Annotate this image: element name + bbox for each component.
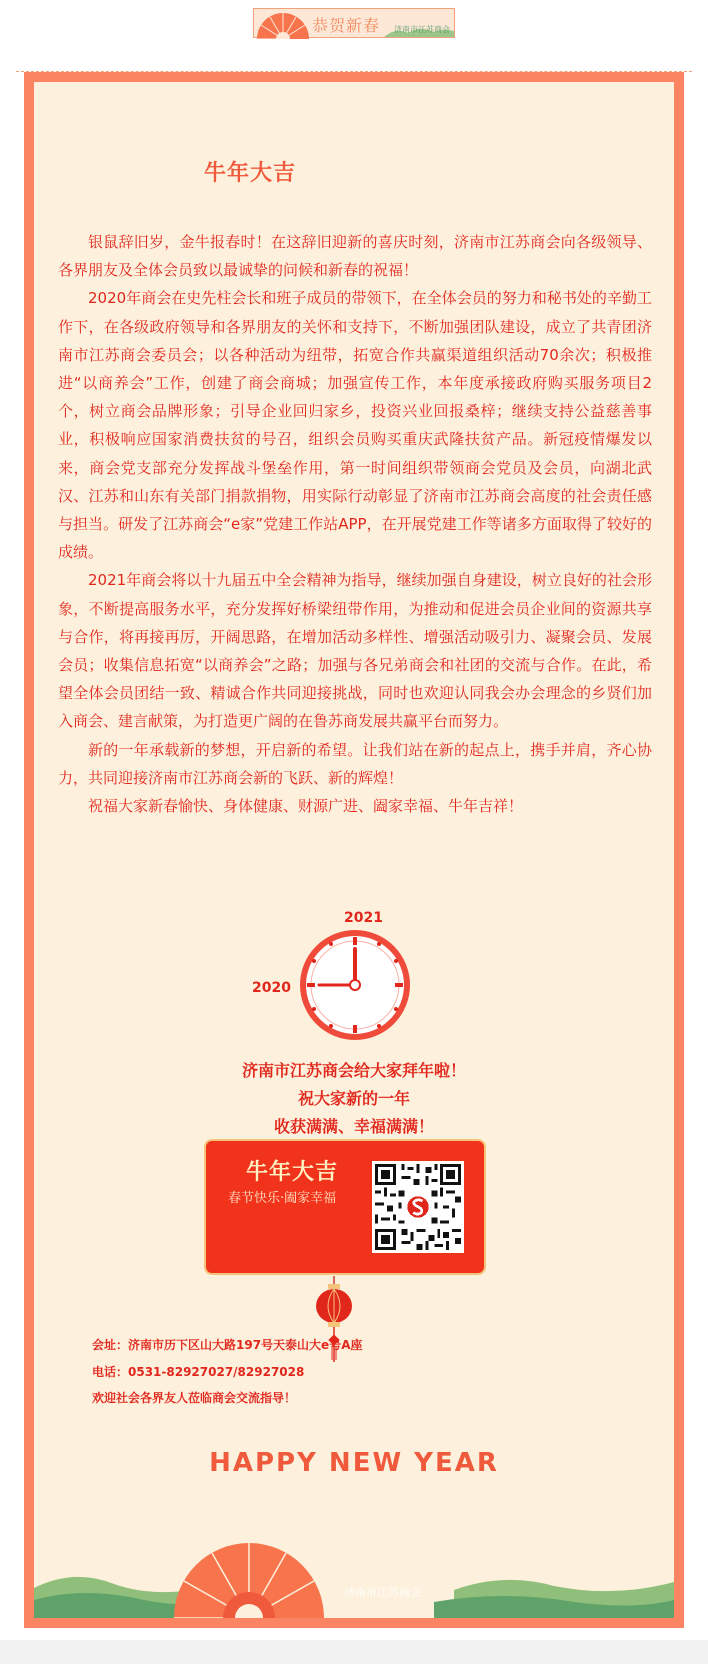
header-title: 恭贺新春: [312, 16, 381, 35]
contact-block: [92, 1332, 362, 1412]
qr-code-icon[interactable]: [372, 1161, 464, 1253]
letter-paragraph: 新的一年承载新的梦想，开启新的希望。让我们站在新的起点上，携手并肩，齐心协力，共同迎接济南市江苏商会新的飞跃、新的辉煌！: [58, 740, 652, 787]
welcome-text: 欢迎社会各界友人莅临商会交流指导！: [92, 1391, 297, 1405]
greeting-line: 济南市江苏商会给大家拜年啦！: [241, 1061, 466, 1080]
greeting-line: 收获满满、幸福满满！: [273, 1117, 434, 1136]
letter-paragraph: 2020年商会在史先柱会长和班子成员的带领下，在全体会员的努力和秘书处的辛勤工作下，在各级政府领导和各界朋友的关怀和支持下，不断加强团队建设，成立了共青团济南市江苏商会委员会；以各种活动为纽带，拓宽合作共赢渠道组织活动70余次；积极推进“以商养会”工作，创建了商会商城；加强宣传工作，本年度承接政府购买服务项目2个，树立商会品牌形象；引导企业回归家乡，投资兴业回报桑梓；继续支持公益慈善事业，积极响应国家消费扶贫的号召，组织会员购买重庆武隆扶贫产品。新冠疫情爆发以来，商会党支部充分发挥战斗堡垒作用，第一时间组织带领商会党员及会员，向湖北武汉、江苏和山东有关部门捐款捐物，用实际行动彰显了济南市江苏商会高度的社会责任感与担当。研发了江苏商会“e家”党建工作站APP，在开展党建工作等诸多方面取得了较好的成绩。: [58, 289, 652, 562]
header-subtitle: 济南市江苏商会: [394, 25, 450, 34]
card-title: 牛年大吉: [246, 1160, 339, 1185]
happy-new-year-banner: HAPPY NEW YEAR: [209, 1448, 499, 1478]
page-bottom-strip: [0, 1640, 708, 1664]
new-year-letter: [58, 228, 652, 820]
hills-decoration: [34, 1538, 674, 1618]
letter-paragraph: 银鼠辞旧岁，金牛报春时！在这辞旧迎新的喜庆时刻，济南市江苏商会向各级领导、各界朋友及全体会员致以最诚挚的问候和新春的祝福！: [58, 233, 652, 280]
clock-icon: [299, 929, 411, 1041]
address-text: 会址：济南市历下区山大路197号天泰山大e号A座: [92, 1338, 363, 1352]
year-old-label: 2020: [252, 980, 291, 996]
letter-paragraph: 祝福大家新春愉快、身体健康、财源广进、阖家幸福、牛年吉祥！: [88, 797, 524, 816]
phone-text: 电话：0531-82927027/82927028: [92, 1364, 305, 1379]
header-badge: [253, 8, 455, 38]
letter-paragraph: 2021年商会将以十九届五中全会精神为指导，继续加强自身建设，树立良好的社会形象，不断提高服务水平，充分发挥好桥梁纽带作用，为推动和促进会员企业间的资源共享与合作，将再接再厉，开阔思路，在增加活动多样性、增强活动吸引力、凝聚会员、发展会员；收集信息拓宽“以商养会”之路；加强与各兄弟商会和社团的交流与合作。在此，希望全体会员团结一致、精诚合作共同迎接挑战，同时也欢迎认同我会办会理念的乡贤们加入商会、建言献策，为打造更广阔的在鲁苏商发展共赢平台而努力。: [58, 571, 652, 731]
greeting-block: [34, 1057, 674, 1141]
card-subtitle: 春节快乐·阖家幸福: [228, 1191, 337, 1206]
greeting-card: [204, 1139, 486, 1275]
clock-graphic: [244, 902, 444, 1042]
year-new-label: 2021: [344, 910, 383, 926]
poster-content: [34, 82, 674, 1618]
poster-frame: [24, 72, 684, 1628]
fan-icon: [254, 9, 312, 39]
page-title: 牛年大吉: [204, 161, 297, 186]
footer-brand: 济南市江苏商会: [344, 1586, 421, 1599]
footer-decoration: [34, 1538, 674, 1618]
greeting-line: 祝大家新的一年: [297, 1089, 410, 1108]
